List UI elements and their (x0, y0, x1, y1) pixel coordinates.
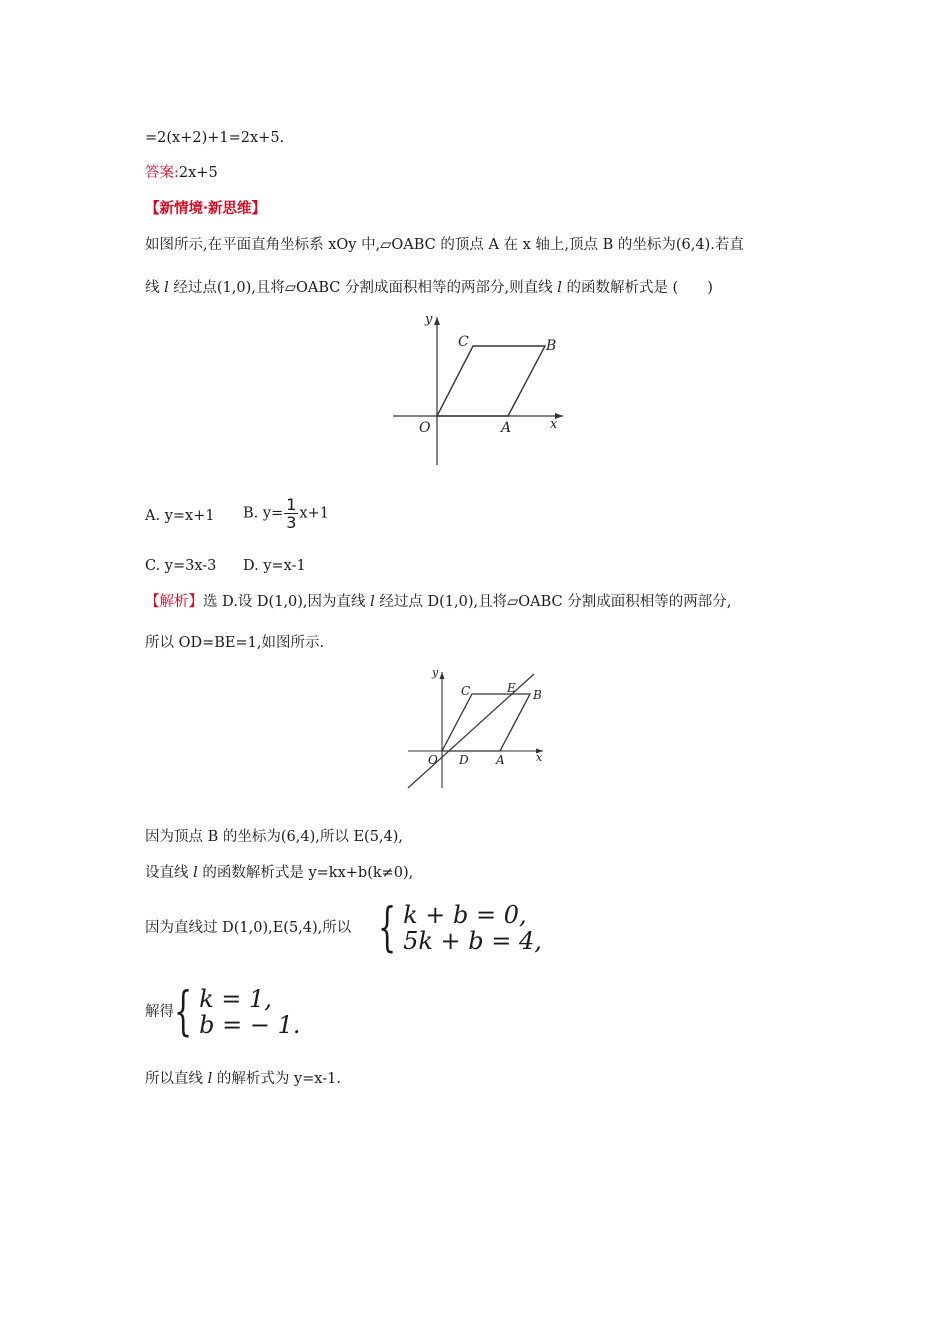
solution-line-7 (145, 1069, 341, 1089)
option-c: C. y=3x-3 (145, 558, 217, 574)
y-axis-arrow-icon (434, 317, 440, 325)
fraction (284, 496, 298, 531)
var-l: l (207, 1071, 213, 1087)
var-l: l (370, 594, 375, 610)
brace: { (174, 982, 193, 1042)
label-x: x (536, 751, 543, 764)
solution-line-4 (145, 863, 413, 883)
text: 所以直线 (145, 1071, 208, 1087)
problem-text-2 (145, 278, 713, 298)
answer-value: 2x+5 (178, 165, 218, 181)
option-b-suffix: x+1 (299, 505, 329, 522)
parallelogram-oabc (442, 694, 530, 751)
label-d: D (459, 753, 469, 767)
figure-parallelogram (385, 305, 570, 470)
label-x: x (550, 417, 558, 432)
text: 线 (145, 280, 165, 296)
text: 的函数解析式是 ( ) (561, 280, 713, 296)
text: 选 D.设 D(1,0),因为直线 (203, 594, 371, 610)
text: 的解析式为 y=x-1. (212, 1071, 341, 1087)
option-d: D. y=x-1 (243, 558, 306, 574)
label-e: E (507, 681, 516, 695)
text: 经过点(1,0),且将▱OABC 分割成面积相等的两部分,则直线 (168, 280, 558, 296)
step-line: =2(x+2)+1=2x+5. (145, 130, 285, 146)
label-o: O (428, 753, 438, 767)
var-l: l (193, 865, 198, 881)
solution-line-1 (145, 592, 731, 612)
label-y: y (432, 666, 439, 679)
equation: k = 1, (199, 985, 272, 1013)
y-axis-arrow-icon (440, 672, 445, 679)
solution-line-2: 所以 OD=BE=1,如图所示. (145, 635, 325, 651)
problem-text-1: 如图所示,在平面直角坐标系 xOy 中,▱OABC 的顶点 A 在 x 轴上,顶点 B 的坐标为(6,4).若直 (145, 237, 744, 253)
answer-label: 答案: (145, 165, 179, 181)
var-l: l (557, 280, 562, 296)
text: 设直线 (145, 865, 194, 881)
equation-system-1 (378, 898, 542, 958)
numerator: 1 (286, 495, 297, 514)
var-l: l (164, 280, 169, 296)
label-y: y (425, 312, 433, 327)
option-a: A. y=x+1 (145, 508, 215, 524)
solution-line-5: 因为直线过 D(1,0),E(5,4),所以 (145, 920, 352, 936)
text: 的函数解析式是 y=kx+b(k≠0), (197, 865, 414, 881)
option-b (243, 496, 329, 531)
option-b-prefix: B. y= (243, 505, 284, 522)
text: 经过点 D(1,0),且将▱OABC 分割成面积相等的两部分, (374, 594, 732, 610)
section-tag: 【新情境·新思维】 (145, 200, 267, 217)
label-a: A (501, 420, 512, 436)
denominator: 3 (286, 513, 297, 532)
solution-line-6: 解得 (145, 1004, 174, 1020)
brace: { (378, 898, 397, 958)
label-c: C (458, 334, 469, 350)
equation: k + b = 0, (403, 901, 527, 929)
parallelogram-oabc (437, 346, 545, 416)
label-c: C (461, 684, 471, 698)
solution-tag: 【解析】 (145, 594, 203, 610)
label-o: O (419, 420, 431, 436)
equation-system-2 (174, 982, 301, 1042)
solution-line-3: 因为顶点 B 的坐标为(6,4),所以 E(5,4), (145, 829, 404, 845)
label-b: B (533, 688, 542, 702)
equation: b = − 1. (199, 1011, 301, 1039)
label-a: A (496, 753, 505, 767)
label-b: B (546, 338, 557, 354)
figure-parallelogram-with-line (398, 660, 553, 790)
equation: 5k + b = 4, (403, 927, 542, 955)
answer-line (145, 163, 218, 183)
